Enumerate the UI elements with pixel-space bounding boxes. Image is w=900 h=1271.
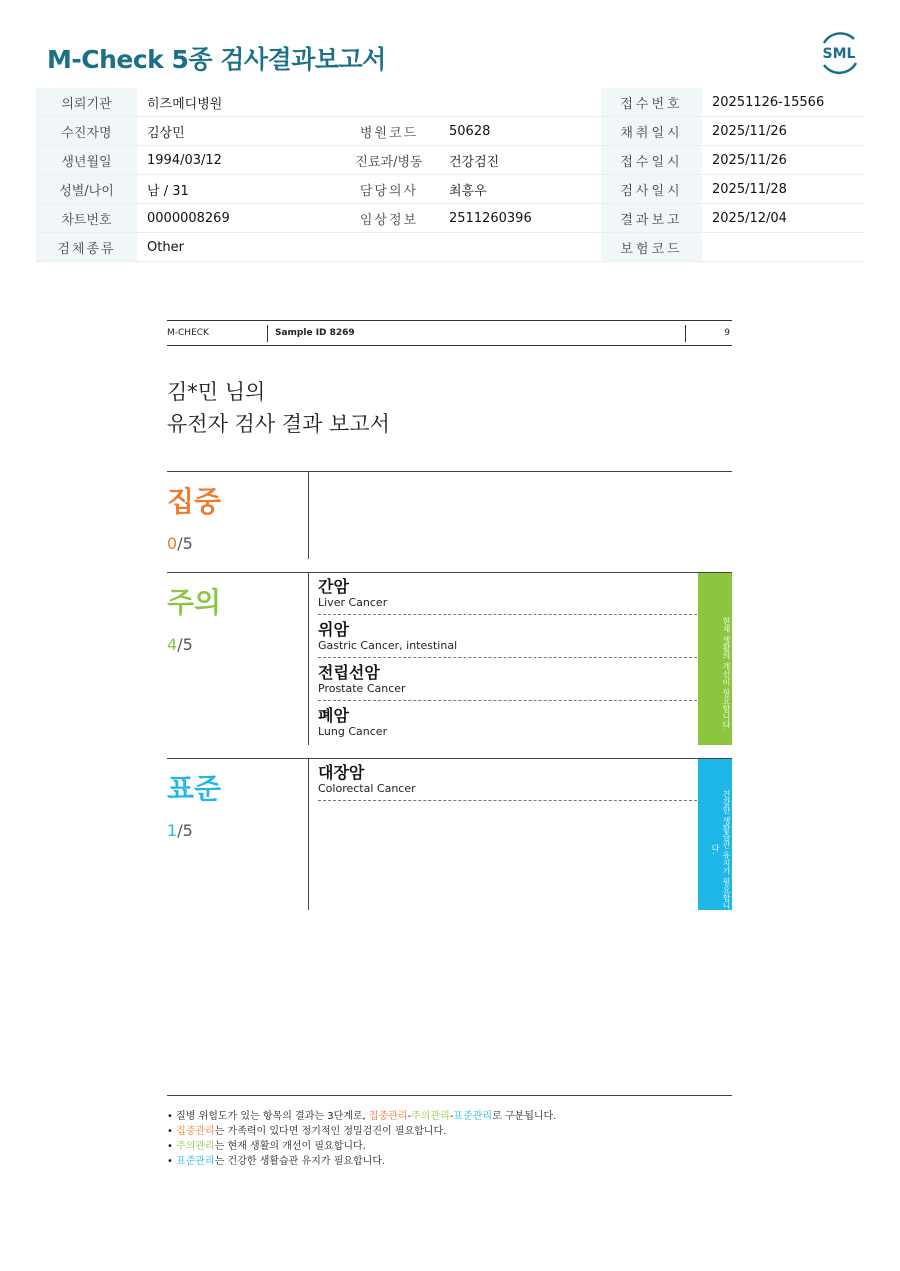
info-label: 검사일시 [601, 175, 702, 204]
note-item: • 집중관리는 가족력이 있다면 정기적인 정밀검진이 필요합니다. [167, 1124, 556, 1139]
cancer-item: 대장암 Colorectal Cancer [318, 764, 697, 801]
info-value: 히즈메디병원 [137, 88, 339, 117]
sample-id: Sample ID 8269 [275, 328, 355, 338]
risk-count: 1/5 [167, 821, 193, 840]
risk-section-caution [167, 572, 732, 745]
sml-logo [816, 29, 862, 75]
info-label: 담당의사 [339, 175, 439, 204]
cancer-item: 폐암 Lung Cancer [318, 706, 388, 738]
risk-count: 4/5 [167, 635, 193, 654]
info-value: 김상민 [137, 117, 339, 146]
report-page-header [167, 320, 732, 346]
info-label: 의뢰기관 [36, 88, 137, 117]
cancer-item: 간암 Liver Cancer [318, 578, 697, 615]
risk-count: 0/5 [167, 534, 193, 553]
risk-level-label: 주의 [167, 586, 222, 619]
report-heading-line1: 김*민 님의 [167, 380, 266, 404]
info-value: 50628 [439, 117, 601, 146]
risk-notes [167, 1109, 556, 1169]
info-label: 병원코드 [339, 117, 439, 146]
logo-text: SML [822, 46, 856, 62]
info-value [439, 88, 601, 117]
info-label: 수진자명 [36, 117, 137, 146]
info-label [339, 88, 439, 117]
cancer-item: 전립선암 Prostate Cancer [318, 664, 697, 701]
standard-advice-band: 건강한 생활습관 유지가 필요합니다. [698, 759, 732, 910]
info-row [36, 146, 864, 175]
info-label: 검체종류 [36, 233, 137, 262]
info-row [36, 88, 864, 117]
info-value: Other [137, 233, 339, 262]
risk-section-standard [167, 758, 732, 910]
info-label: 성별/나이 [36, 175, 137, 204]
patient-info-table [36, 88, 864, 262]
info-label: 생년월일 [36, 146, 137, 175]
info-value: 2025/11/26 [702, 117, 864, 146]
info-value: 2025/11/28 [702, 175, 864, 204]
page-number: 9 [724, 328, 730, 338]
info-value: 최흥우 [439, 175, 601, 204]
report-title: M-Check 5종 검사결과보고서 [47, 45, 386, 74]
risk-level-label: 표준 [167, 772, 222, 805]
info-value: 건강검진 [439, 146, 601, 175]
info-label: 접수번호 [601, 88, 702, 117]
info-value [439, 233, 601, 262]
info-label: 진료과/병동 [339, 146, 439, 175]
info-value: 2025/11/26 [702, 146, 864, 175]
info-row [36, 204, 864, 233]
note-item: • 주의관리는 현재 생활의 개선이 필요합니다. [167, 1139, 556, 1154]
info-label: 차트번호 [36, 204, 137, 233]
info-label: 채취일시 [601, 117, 702, 146]
info-row [36, 175, 864, 204]
risk-section-focus [167, 471, 732, 559]
info-label: 임상정보 [339, 204, 439, 233]
info-label: 접수일시 [601, 146, 702, 175]
caution-advice-band: 현재 생활의 개선이 필요합니다. [698, 573, 732, 745]
info-value: 남 / 31 [137, 175, 339, 204]
info-label [339, 233, 439, 262]
info-label: 결과보고 [601, 204, 702, 233]
report-heading-line2: 유전자 검사 결과 보고서 [167, 412, 390, 436]
note-item: • 질병 위험도가 있는 항목의 결과는 3단계로, 집중관리-주의관리-표준관리로 구분됩니다. [167, 1109, 556, 1124]
info-row [36, 233, 864, 262]
info-value [702, 233, 864, 262]
info-value: 2511260396 [439, 204, 601, 233]
brand-label: M-CHECK [167, 328, 209, 338]
risk-level-label: 집중 [167, 485, 222, 518]
info-value: 2025/12/04 [702, 204, 864, 233]
cancer-item: 위암 Gastric Cancer, intestinal [318, 621, 697, 658]
info-row [36, 117, 864, 146]
info-value: 20251126-15566 [702, 88, 864, 117]
info-label: 보험코드 [601, 233, 702, 262]
note-item: • 표준관리는 건강한 생활습관 유지가 필요합니다. [167, 1154, 556, 1169]
info-value: 0000008269 [137, 204, 339, 233]
info-value: 1994/03/12 [137, 146, 339, 175]
